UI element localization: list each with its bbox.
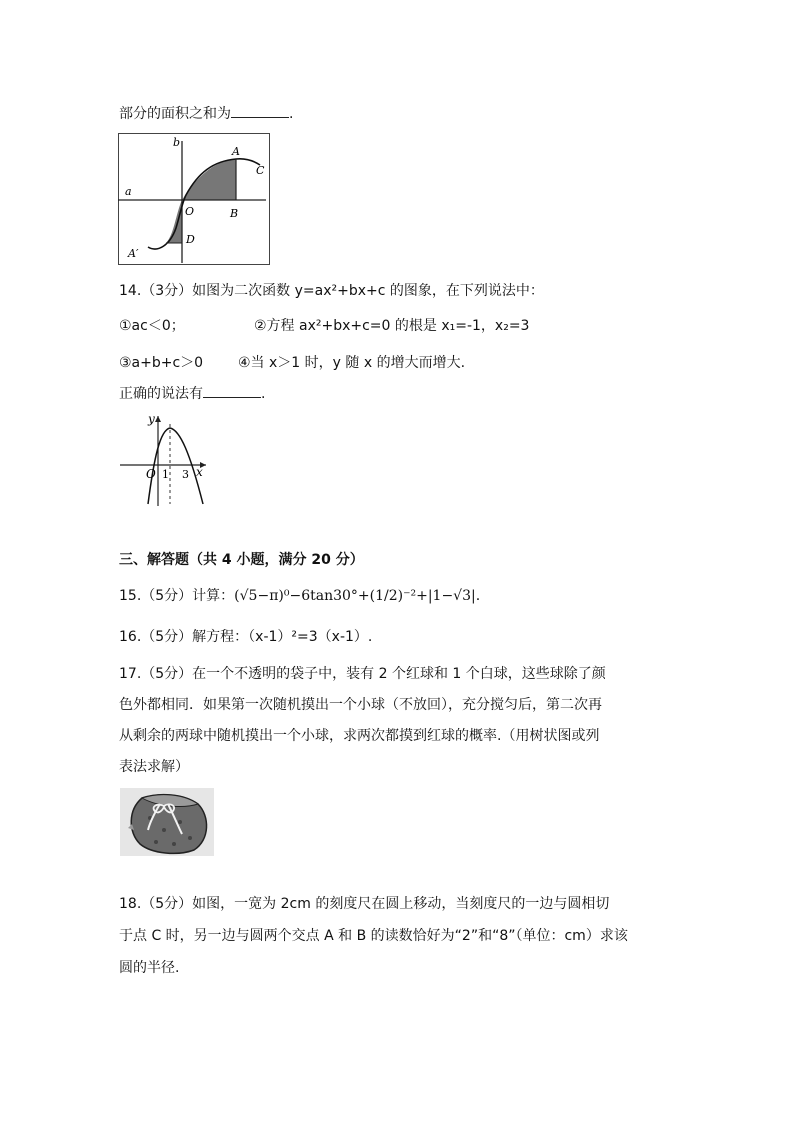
label-1: 1	[162, 468, 169, 481]
q17-line-1: 17.（5分）在一个不透明的袋子中，装有 2 个红球和 1 个白球，这些球除了颜	[119, 666, 606, 682]
q17-line-2: 色外都相同．如果第一次随机摸出一个小球（不放回），充分搅匀后，第二次再	[119, 697, 602, 713]
parabola	[148, 428, 203, 504]
sine-curve	[148, 159, 260, 249]
q15	[119, 586, 480, 606]
label-A: A	[232, 145, 240, 158]
shaded-region-left	[166, 200, 182, 243]
label-y: y	[148, 412, 155, 426]
label-3: 3	[182, 468, 189, 481]
label-A-prime: A′	[128, 247, 139, 260]
label-B: B	[230, 207, 239, 220]
q17-line-3: 从剩余的两球中随机摸出一个小球，求两次都摸到红球的概率.（用树状图或列	[119, 728, 600, 744]
shaded-region-right	[182, 159, 236, 200]
q15-expression: (√5−π)⁰−6tan30°+(1/2)⁻²+|1−√3|.	[234, 588, 481, 604]
q16: 16.（5分）解方程：（x-1）²=3（x-1）.	[119, 629, 373, 645]
label-a: a	[125, 185, 132, 198]
q14-answer-blank[interactable]	[203, 383, 261, 398]
q13-figure	[118, 133, 270, 265]
label-C: C	[256, 164, 265, 177]
q14-option-3: ③a+b+c＞0	[119, 355, 204, 371]
q13-text: 部分的面积之和为 .	[119, 103, 293, 124]
label-b: b	[173, 136, 181, 149]
q14-option-2: ②方程 ax²+bx+c=0 的根是 x₁=-1，x₂=3	[254, 318, 530, 334]
label-x: x	[196, 465, 203, 479]
q18-line-2: 于点 C 时，另一边与圆两个交点 A 和 B 的读数恰好为“2”和“8”（单位：cm）求该	[119, 928, 628, 944]
q14-ask: 正确的说法有 .	[119, 383, 265, 404]
q14-option-4: ④当 x＞1 时，y 随 x 的增大而增大.	[238, 355, 466, 371]
q14-figure	[118, 408, 214, 508]
q18-line-3: 圆的半径.	[119, 960, 180, 976]
q14-option-1: ①ac＜0；	[119, 318, 185, 334]
q17-line-4: 表法求解）	[119, 759, 189, 775]
label-D: D	[186, 233, 195, 246]
q13-text-tail: 部分的面积之和为	[119, 106, 231, 122]
q18-line-1: 18.（5分）如图，一宽为 2cm 的刻度尺在圆上移动，当刻度尺的一边与圆相切	[119, 896, 610, 912]
label-O: O	[185, 205, 195, 218]
q14-stem: 14.（3分）如图为二次函数 y=ax²+bx+c 的图象，在下列说法中：	[119, 283, 544, 299]
drawstring-bag-image	[120, 788, 214, 856]
q13-answer-blank[interactable]	[231, 103, 289, 118]
label-O: O	[146, 467, 156, 481]
q15-prefix: 15.（5分）计算：	[119, 588, 235, 604]
section-3-title: 三、解答题（共 4 小题，满分 20 分）	[119, 552, 364, 568]
